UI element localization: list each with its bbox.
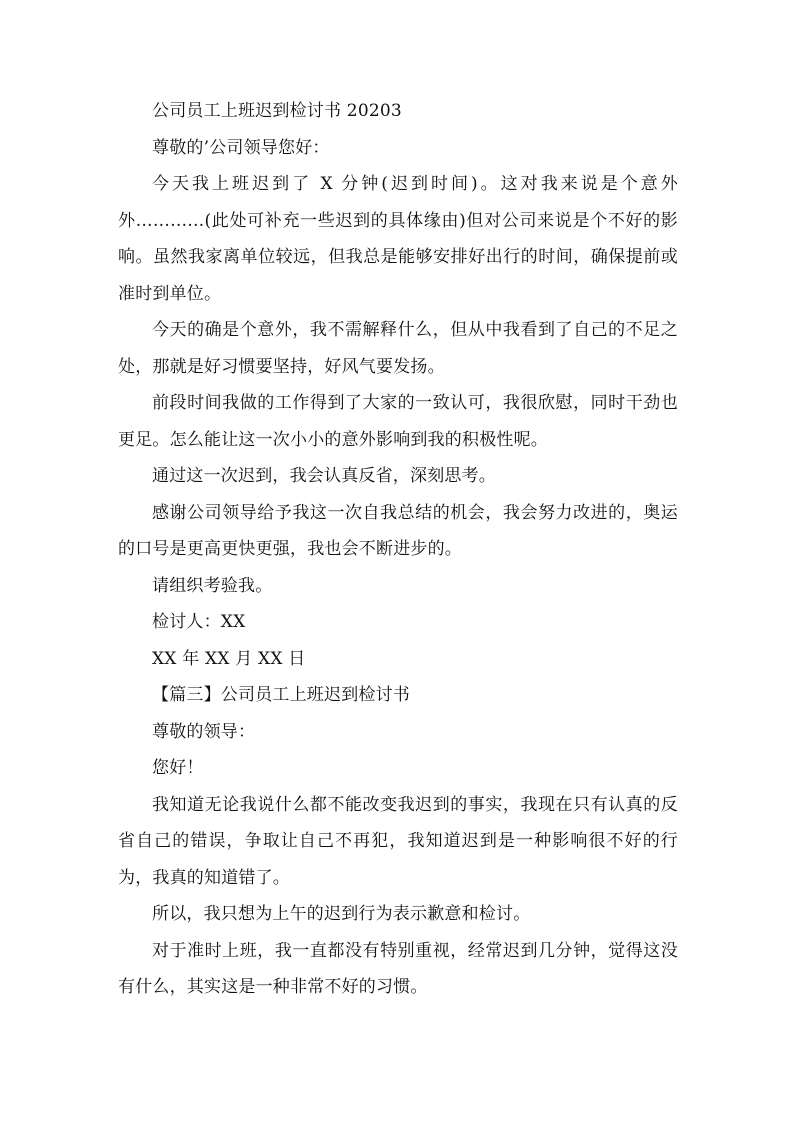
body-paragraph: 感谢公司领导给予我这一次自我总结的机会，我会努力改进的，奥运的口号是更高更快更强，我也会不断进步的。 (118, 502, 678, 559)
body-paragraph: 今天的确是个意外，我不需解释什么，但从中我看到了自己的不足之处，那就是好习惯要坚持，好风气要发扬。 (118, 320, 678, 377)
section-heading: 【篇三】公司员工上班迟到检讨书 (152, 685, 410, 705)
closing-line: 请组织考验我。 (152, 575, 273, 596)
greeting: 您好！ (152, 758, 204, 778)
document-body (118, 93, 678, 1006)
body-paragraph: 对于准时上班，我一直都没有特别重视，经常迟到几分钟，觉得这没有什么，其实这是一种非常不好的习惯。 (118, 940, 678, 997)
body-paragraph: 所以，我只想为上午的迟到行为表示歉意和检讨。 (152, 904, 531, 924)
signature-line: 检讨人：XX (152, 612, 246, 632)
salutation: 尊敬的’公司领导您好： (152, 137, 330, 158)
body-paragraph: 通过这一次迟到，我会认真反省，深刻思考。 (152, 466, 496, 486)
body-paragraph: 前段时间我做的工作得到了大家的一致认可，我很欣慰，同时干劲也更足。怎么能让这一次小小的意外影响到我的积极性呢。 (118, 393, 678, 450)
body-paragraph: 今天我上班迟到了 X 分钟(迟到时间)。这对我来说是个意外外…………(此处可补充一些迟到的具体缘由)但对公司来说是个不好的影响。虽然我家离单位较远，但我总是能够安排好出行的时间，确保提前或准时到单位。 (118, 174, 678, 304)
body-paragraph: 我知道无论我说什么都不能改变我迟到的事实，我现在只有认真的反省自己的错误，争取让自己不再犯，我知道迟到是一种影响很不好的行为，我真的知道错了。 (118, 794, 678, 888)
document-title-line: 公司员工上班迟到检讨书 20203 (152, 101, 402, 121)
date-line: XX 年 XX 月 XX 日 (152, 648, 306, 669)
salutation: 尊敬的领导： (152, 721, 256, 742)
